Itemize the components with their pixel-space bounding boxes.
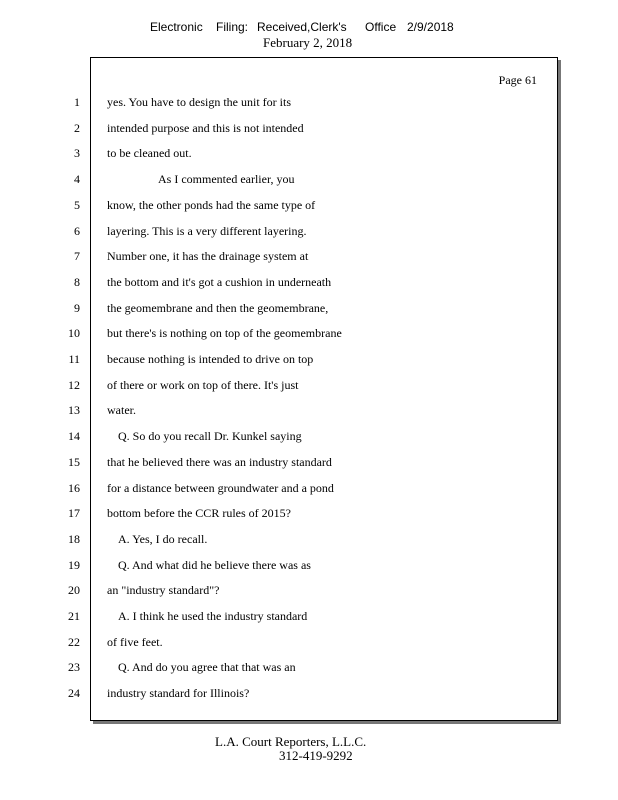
- transcript-line: Q. So do you recall Dr. Kunkel saying: [118, 429, 302, 443]
- line-number: 16: [68, 481, 80, 495]
- transcript-line: industry standard for Illinois?: [107, 686, 250, 700]
- transcript-line: Number one, it has the drainage system at: [107, 249, 309, 263]
- transcript-line: because nothing is intended to drive on top: [107, 352, 314, 366]
- page-number: Page 61: [498, 73, 537, 87]
- transcript-line: of five feet.: [107, 635, 163, 649]
- line-number: 13: [68, 403, 80, 417]
- line-number: 12: [68, 378, 80, 392]
- transcript-line: Q. And do you agree that that was an: [118, 660, 296, 674]
- line-number: 20: [68, 583, 80, 597]
- line-number: 3: [74, 146, 80, 160]
- stamp-word-office: Office: [365, 20, 397, 34]
- transcript-line: yes. You have to design the unit for its: [107, 95, 291, 109]
- stamp-word-filing: Filing:: [216, 20, 249, 34]
- line-number: 23: [68, 660, 80, 674]
- line-number: 4: [74, 172, 80, 186]
- transcript-line: for a distance between groundwater and a pond: [107, 481, 334, 495]
- line-number: 17: [68, 506, 80, 520]
- line-number: 9: [74, 301, 80, 315]
- line-number: 19: [68, 558, 80, 572]
- line-number: 8: [74, 275, 80, 289]
- line-number: 11: [68, 352, 80, 366]
- line-number: 10: [68, 326, 80, 340]
- line-number: 1: [74, 95, 80, 109]
- line-number: 22: [68, 635, 80, 649]
- transcript-line: that he believed there was an industry standard: [107, 455, 332, 469]
- stamp-word-received: Received,Clerk's: [257, 20, 347, 34]
- court-reporter-name: L.A. Court Reporters, L.L.C.: [215, 734, 367, 749]
- line-number: 14: [68, 429, 80, 443]
- filing-stamp: [150, 20, 454, 34]
- court-reporter-phone: 312-419-9292: [279, 748, 353, 763]
- stamp-word-electronic: Electronic: [150, 20, 203, 34]
- transcript-line: water.: [107, 403, 136, 417]
- transcript-line: A. Yes, I do recall.: [118, 532, 208, 546]
- transcript-date: February 2, 2018: [263, 35, 353, 50]
- transcript-line: Q. And what did he believe there was as: [118, 558, 311, 572]
- transcript-line: As I commented earlier, you: [158, 172, 295, 186]
- transcript-line: to be cleaned out.: [107, 146, 192, 160]
- transcript-line: bottom before the CCR rules of 2015?: [107, 506, 291, 520]
- transcript-line: intended purpose and this is not intended: [107, 121, 304, 135]
- line-number: 2: [74, 121, 80, 135]
- transcript-line: know, the other ponds had the same type of: [107, 198, 316, 212]
- transcript-line: the bottom and it's got a cushion in underneath: [107, 275, 332, 289]
- transcript-line: the geomembrane and then the geomembrane,: [107, 301, 329, 315]
- line-number: 7: [74, 249, 80, 263]
- line-number: 18: [68, 532, 80, 546]
- transcript-line: but there's is nothing on top of the geomembrane: [107, 326, 342, 340]
- stamp-date: 2/9/2018: [407, 20, 454, 34]
- line-number: 21: [68, 609, 80, 623]
- transcript-line: of there or work on top of there. It's just: [107, 378, 299, 392]
- line-number: 5: [74, 198, 80, 212]
- line-number: 24: [68, 686, 80, 700]
- transcript-line: layering. This is a very different layering.: [107, 224, 307, 238]
- line-number: 15: [68, 455, 80, 469]
- line-number: 6: [74, 224, 80, 238]
- transcript-line: an "industry standard"?: [107, 583, 220, 597]
- transcript-line: A. I think he used the industry standard: [118, 609, 308, 623]
